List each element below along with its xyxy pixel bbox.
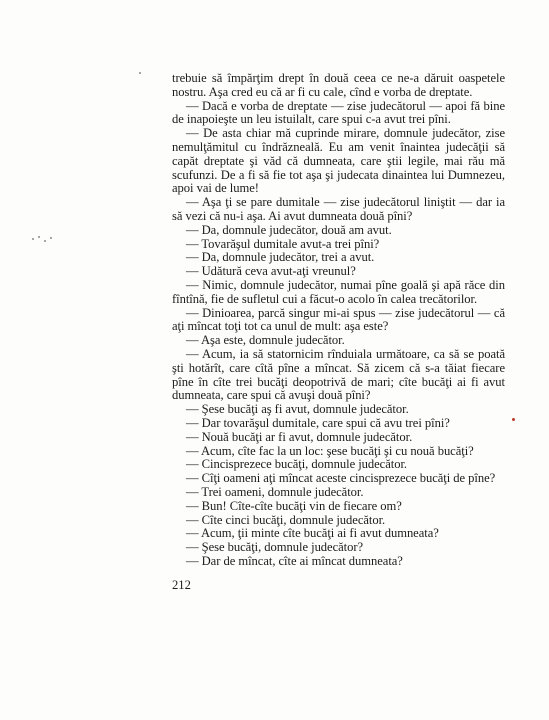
paragraph: — Tovarăşul dumitale avut-a trei pîni?: [186, 236, 380, 251]
paper-speck: [32, 238, 34, 240]
paragraph: — Dacă e vorba de dreptate — zise judecătorul — apoi fă bine de inapoieşte un leu istuilalt, care spui c-a avut trei pîni.: [172, 98, 505, 127]
paper-speck: [38, 236, 40, 238]
paragraph: — Şese bucăţi aş fi avut, domnule judecător.: [186, 402, 409, 417]
paragraph: — Cîţi oameni aţi mîncat aceste cincisprezece bucăţi de pîne?: [186, 471, 496, 486]
paragraph: — Cincisprezece bucăţi, domnule judecător.: [186, 457, 408, 472]
paper-speck: [50, 237, 52, 239]
paper-speck: [44, 240, 46, 242]
paper-speck: [139, 72, 141, 74]
paragraph: — Dinioarea, parcă singur mi-ai spus — zise judecătorul — că aţi mîncat toţi tot ca unul de mult: aşa este?: [172, 305, 505, 334]
paper-speck: [512, 418, 515, 421]
paragraph: — Acum, cîte fac la un loc: şese bucăţi şi cu nouă bucăţi?: [186, 443, 474, 458]
paragraph: — Acum, ia să statornicim rînduiala următoare, ca să se poată şti hotărît, care cîtă pîne a mîncat. Să zicem că s-a tăiat fiecare pîne în cîte trei bucăţi deopotrivă de mari; cîte bucăţi ai fi avut dumneata, care spui că avuşi două pîni?: [172, 346, 505, 403]
paragraph: — Dar tovarăşul dumitale, care spui că avu trei pîni?: [186, 415, 450, 430]
paragraph: — Trei oameni, domnule judecător.: [186, 484, 364, 499]
paragraph: — Nouă bucăţi ar fi avut, domnule judecător.: [186, 429, 413, 444]
paragraph: — Da, domnule judecător, trei a avut.: [186, 250, 375, 265]
paragraph: — Nimic, domnule judecător, numai pîne goală şi apă răce din fîntînă, fie de sufletul cui a făcut-o acolo în calea trecătorilor.: [172, 277, 505, 306]
paragraph: — De asta chiar mă cuprinde mirare, domnule judecător, zise nemulţămitul cu îndrăzneală. Eu am venit înaintea judecăţii să capăt dreptate şi văd că dumneata, care ştii legile, mai rău mă scufunzi. De a fi să fie tot aşa şi judecata dinaintea lui Dumnezeu, apoi vai de lume!: [172, 126, 505, 196]
paragraph: — Udătură ceva avut-aţi vreunul?: [186, 264, 356, 279]
paragraph: — Dar de mîncat, cîte ai mîncat dumneata?: [186, 553, 403, 568]
paragraph: — Cîte cinci bucăţi, domnule judecător.: [186, 512, 386, 527]
paragraph: — Aşa ţi se pare dumitale — zise judecătorul liniştit — dar ia să vezi că nu-i aşa. Ai avut dumneata două pîni?: [172, 195, 505, 223]
paragraph: — Acum, ţii minte cîte bucăţi ai fi avut dumneata?: [186, 526, 439, 541]
page-number: 212: [172, 578, 191, 592]
paragraph: trebuie să împărţim drept în două ceea ce ne-a dăruit oaspetele nostru. Aşa cred eu că ar fi cu cale, cînd e vorba de dreptate.: [172, 71, 505, 99]
paragraph: — Şese bucăţi, domnule judecător?: [186, 540, 364, 555]
paragraph: — Aşa este, domnule judecător.: [186, 333, 345, 348]
body-text: [172, 72, 505, 569]
paragraph: — Bun! Cîte-cîte bucăţi vin de fiecare om?: [186, 498, 402, 513]
paragraph: — Da, domnule judecător, două am avut.: [186, 222, 392, 237]
